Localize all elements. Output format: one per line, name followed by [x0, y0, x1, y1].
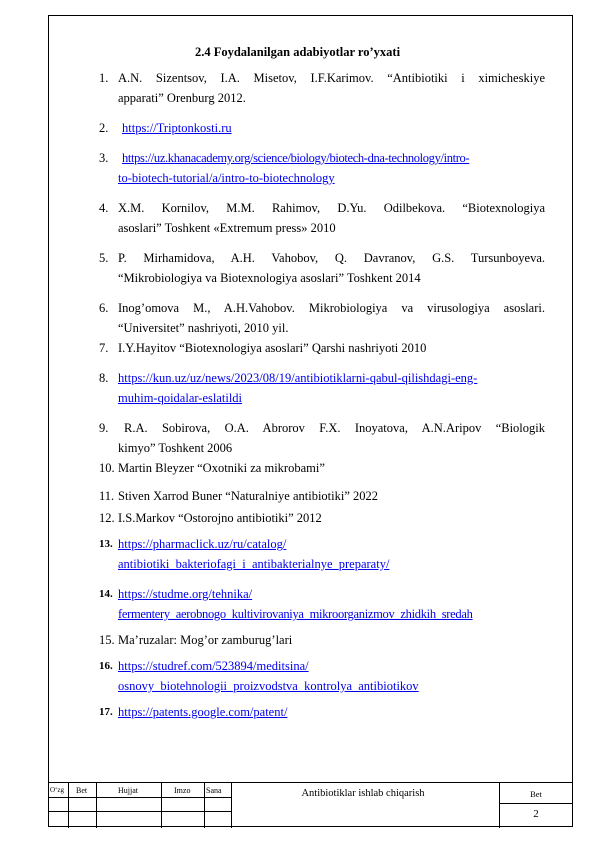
reference-line: “Mikrobiologiya va Biotexnologiya asoslari” Toshkent 2014	[118, 271, 421, 285]
reference-item	[99, 338, 545, 358]
reference-item[interactable]	[99, 118, 545, 138]
reference-link[interactable]	[99, 368, 545, 408]
ozg-label: O‘zg	[50, 786, 64, 794]
reference-number: 13.	[99, 538, 113, 550]
reference-line[interactable]: https://studref.com/523894/meditsina/	[118, 659, 309, 673]
reference-link[interactable]	[99, 702, 545, 722]
reference-number: 9.	[99, 421, 109, 435]
reference-line: I.S.Markov “Ostorojno antibiotiki” 2012	[118, 511, 322, 525]
reference-text	[99, 298, 545, 338]
bet-col-label: Bet	[76, 786, 88, 795]
reference-item	[99, 418, 545, 458]
reference-item	[99, 248, 545, 288]
reference-text	[99, 630, 545, 650]
reference-item	[99, 508, 545, 528]
reference-line: A.N. Sizentsov, I.A. Misetov, I.F.Karimov. “Antibiotiki i ximicheskiye	[118, 71, 545, 85]
reference-item	[99, 298, 545, 338]
reference-line[interactable]: muhim-qoidalar-eslatildi	[118, 391, 243, 405]
reference-number: 6.	[99, 301, 109, 315]
page-label: Bet	[530, 789, 542, 799]
reference-item[interactable]	[99, 148, 545, 188]
reference-number: 16.	[99, 660, 113, 672]
reference-link[interactable]	[99, 584, 545, 624]
reference-number: 12.	[99, 511, 115, 525]
reference-text	[99, 508, 545, 528]
reference-line[interactable]: fermentery_aerobnogo_kultivirovaniya_mikroorganizmov_zhidkih_sredah	[118, 607, 473, 621]
reference-text	[99, 486, 545, 506]
reference-item	[99, 198, 545, 238]
reference-item	[99, 458, 545, 478]
reference-number: 7.	[99, 341, 109, 355]
reference-text	[99, 418, 545, 458]
reference-line[interactable]: https://patents.google.com/patent/	[118, 705, 288, 719]
reference-link[interactable]	[99, 148, 545, 188]
reference-item[interactable]	[99, 584, 545, 624]
reference-line[interactable]: https://pharmaclick.uz/ru/catalog/	[118, 537, 287, 551]
reference-number: 4.	[99, 201, 109, 215]
reference-line: “Universitet” nashriyoti, 2010 yil.	[118, 321, 289, 335]
reference-item	[99, 68, 545, 108]
reference-number: 14.	[99, 588, 113, 600]
reference-text	[99, 248, 545, 288]
reference-link[interactable]	[99, 656, 545, 696]
reference-item[interactable]	[99, 534, 545, 574]
reference-link[interactable]	[99, 534, 545, 574]
reference-line[interactable]: https://Triptonkosti.ru	[122, 121, 232, 135]
reference-line: Martin Bleyzer “Oxotniki za mikrobami”	[118, 461, 325, 475]
reference-line[interactable]: antibiotiki_bakteriofagi_i_antibakterialnye_preparaty/	[118, 557, 390, 571]
reference-text	[99, 338, 545, 358]
reference-line[interactable]: https://uz.khanacademy.org/science/biology/biotech-dna-technology/intro-	[122, 151, 470, 165]
sana-label: Sana	[206, 786, 222, 795]
reference-line: R.A. Sobirova, O.A. Abrorov F.X. Inoyatova, A.N.Aripov “Biologik	[124, 421, 545, 435]
reference-line: asoslari” Toshkent «Extremum press» 2010	[118, 221, 336, 235]
hujjat-label: Hujjat	[118, 786, 138, 795]
reference-number: 10.	[99, 461, 115, 475]
reference-line[interactable]: to-biotech-tutorial/a/intro-to-biotechnology	[118, 171, 335, 185]
reference-number: 15.	[99, 633, 115, 647]
reference-number: 1.	[99, 71, 109, 85]
reference-item	[99, 486, 545, 506]
reference-link[interactable]	[99, 118, 545, 138]
reference-line[interactable]: https://kun.uz/uz/news/2023/08/19/antibiotiklarni-qabul-qilishdagi-eng-	[118, 371, 478, 385]
reference-item[interactable]	[99, 702, 545, 722]
imzo-label: Imzo	[174, 786, 191, 795]
reference-line: apparati” Orenburg 2012.	[118, 91, 246, 105]
reference-line: Ma’ruzalar: Mog’or zamburug’lari	[118, 633, 293, 647]
document-title: Antibiotiklar ishlab chiqarish	[301, 788, 425, 799]
reference-number: 2.	[99, 121, 109, 135]
reference-text	[99, 458, 545, 478]
reference-item	[99, 630, 545, 650]
reference-item[interactable]	[99, 656, 545, 696]
reference-line: Inog’omova M., A.H.Vahobov. Mikrobiologiya va virusologiya asoslari.	[118, 301, 545, 315]
reference-line: I.Y.Hayitov “Biotexnologiya asoslari” Qarshi nashriyoti 2010	[118, 341, 427, 355]
reference-number: 8.	[99, 371, 109, 385]
reference-line[interactable]: https://studme.org/tehnika/	[118, 587, 253, 601]
reference-number: 11.	[99, 489, 115, 503]
reference-item[interactable]	[99, 368, 545, 408]
reference-line[interactable]: osnovy_biotehnologii_proizvodstva_kontrolya_antibiotikov	[118, 679, 419, 693]
reference-line: X.M. Kornilov, M.M. Rahimov, D.Yu. Odilbekova. “Biotexnologiya	[118, 201, 545, 215]
reference-line: kimyo” Toshkent 2006	[118, 441, 233, 455]
reference-number: 17.	[99, 706, 113, 718]
reference-number: 5.	[99, 251, 109, 265]
reference-line: P. Mirhamidova, A.H. Vahobov, Q. Davranov, G.S. Tursunboyeva.	[118, 251, 545, 265]
page-title: 2.4 Foydalanilgan adabiyotlar ro’yxati	[194, 45, 401, 59]
reference-number: 3.	[99, 151, 109, 165]
page-number: 2	[533, 808, 539, 820]
reference-text	[99, 68, 545, 108]
reference-line: Stiven Xarrod Buner “Naturalniye antibiotiki” 2022	[118, 489, 379, 503]
reference-text	[99, 198, 545, 238]
